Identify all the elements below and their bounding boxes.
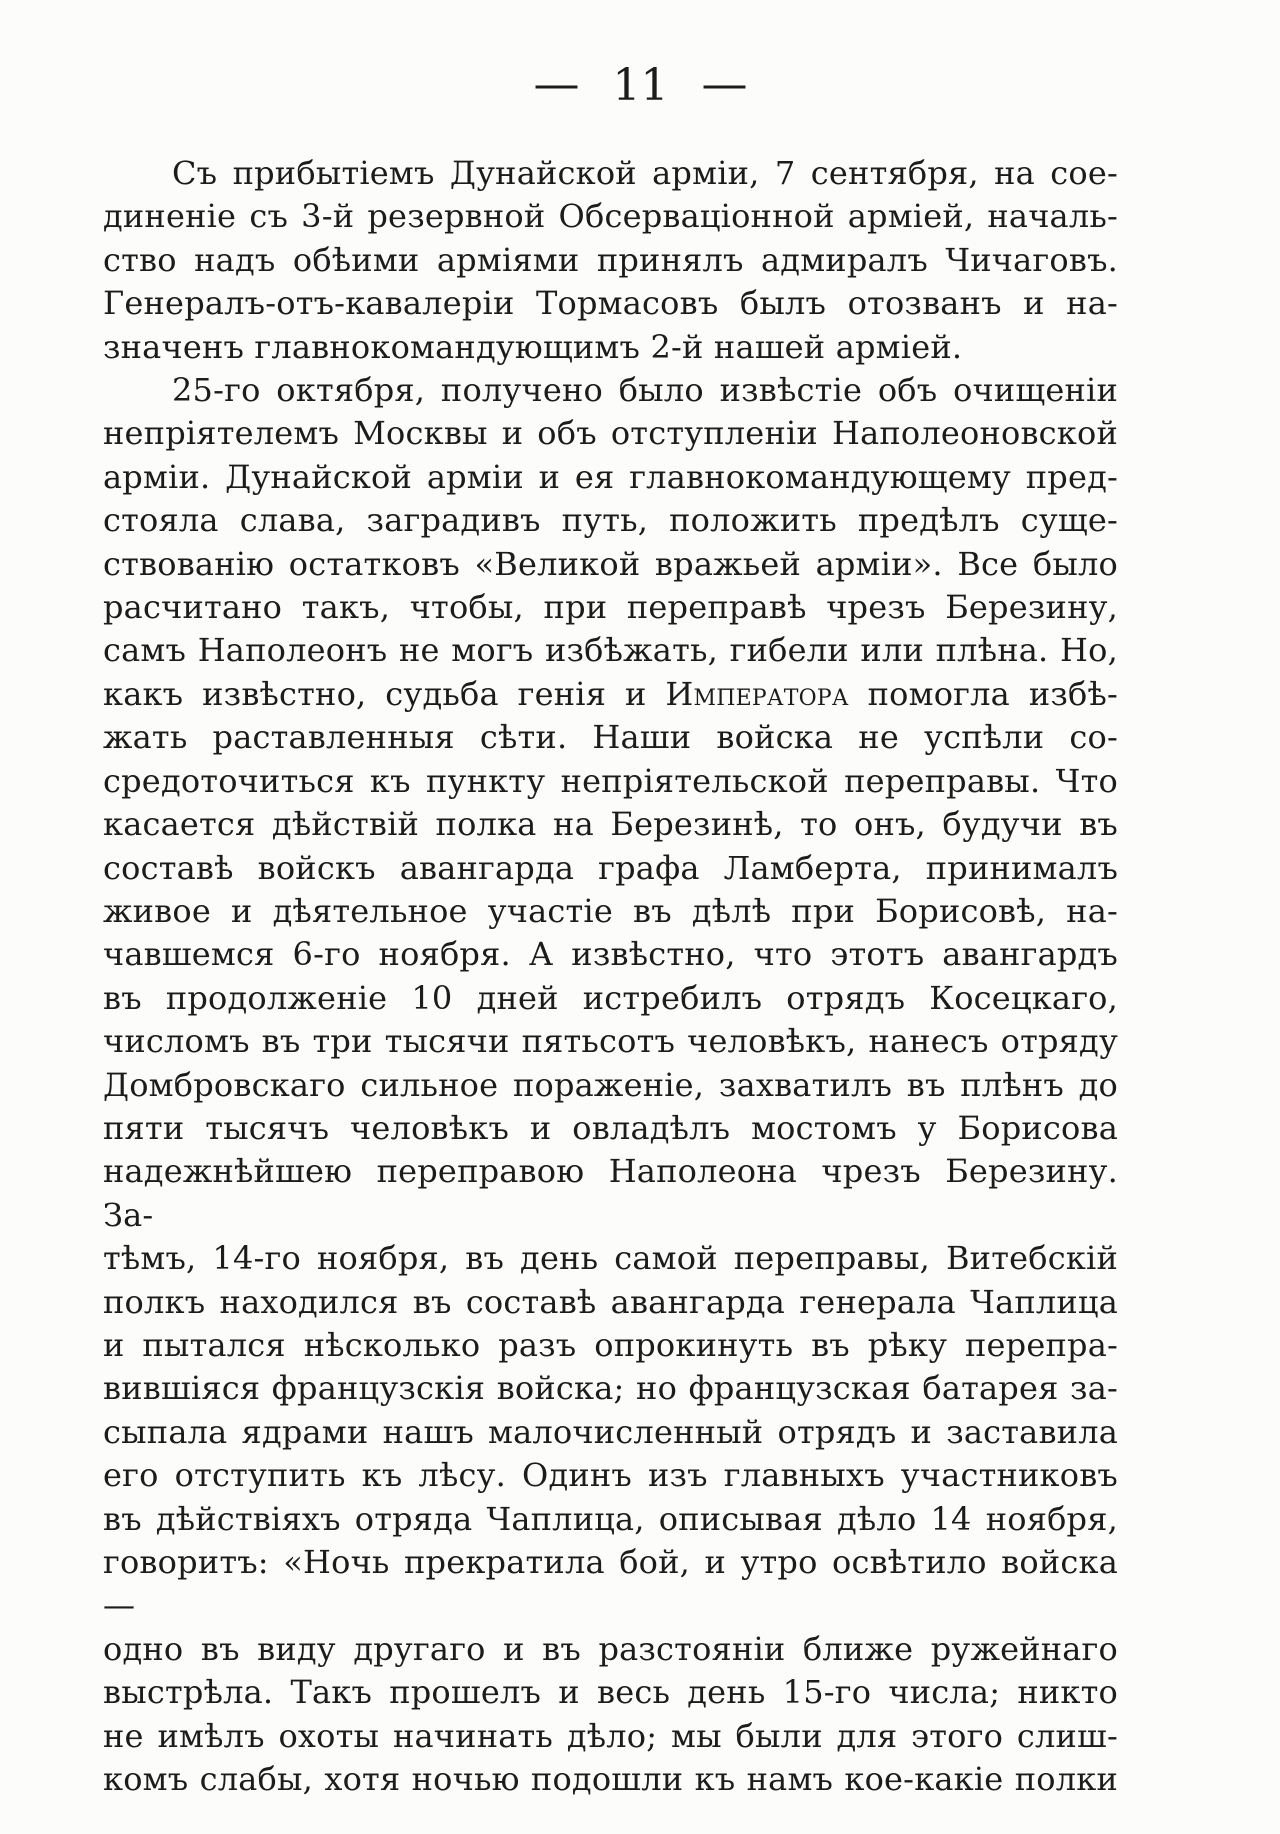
page-number-dash-right: — (701, 56, 748, 110)
text-line: въ дѣйствіяхъ отряда Чаплица, описывая дѣло 14 ноября, (103, 1499, 1118, 1538)
text-line: 25-го октября, получено было извѣстіе объ очищеніи (172, 371, 1118, 410)
text-line: значенъ главнокомандующимъ 2-й нашей арміей. (103, 327, 963, 366)
text-line: Съ прибытіемъ Дунайской арміи, 7 сентября, на сое- (172, 154, 1118, 192)
text-line: диненіе съ 3-й резервной Обсерваціонной арміей, началь- (103, 197, 1118, 236)
text-line: его отступить къ лѣсу. Одинъ изъ главныхъ участниковъ (103, 1456, 1118, 1495)
text-line: самъ Наполеонъ не могъ избѣжать, гибели или плѣна. Но, (103, 631, 1118, 670)
text-line: числомъ въ три тысячи пятьсотъ человѣкъ, нанесъ отряду (103, 1022, 1118, 1061)
text-line: и пытался нѣсколько разъ опрокинуть въ рѣку перепра- (103, 1325, 1118, 1364)
text-line: ствованію остатковъ «Великой вражьей арміи». Все было (103, 544, 1118, 583)
text-line: комъ слабы, хотя ночью подошли къ намъ кое-какіе полки (103, 1760, 1118, 1799)
text-line: выстрѣла. Такъ прошелъ и весь день 15-го числа; никто (103, 1673, 1118, 1712)
text-line: сыпала ядрами нашъ малочисленный отрядъ и заставила (103, 1412, 1118, 1451)
text-line: непріятелемъ Москвы и объ отступленіи Наполеоновской (103, 414, 1118, 453)
text-line: тѣмъ, 14-го ноября, въ день самой переправы, Витебскій (103, 1239, 1118, 1278)
page-text-block (103, 152, 1118, 1801)
text-line: полкъ находился въ составѣ авангарда генерала Чаплица (103, 1282, 1118, 1321)
text-line: расчитано такъ, чтобы, при переправѣ чрезъ Березину, (103, 588, 1118, 627)
text-line: арміи. Дунайской арміи и ея главнокомандующему пред- (103, 457, 1118, 496)
text-line: Генералъ-отъ-кавалеріи Тормасовъ былъ отозванъ и на- (103, 284, 1118, 323)
text-line: Домбровскаго сильное пораженіе, захватилъ въ плѣнъ до (103, 1065, 1118, 1104)
text-line: жать раставленныя сѣти. Наши войска не успѣли со- (103, 718, 1118, 757)
text-line: средоточиться къ пункту непріятельской переправы. Что (103, 761, 1118, 800)
line-text: какъ извѣстно, судьба генія и (103, 674, 666, 713)
text-line: чавшемся 6-го ноября. А извѣстно, что этотъ авангардъ (103, 935, 1118, 974)
text-line: говоритъ: «Ночь прекратила бой, и утро освѣтило войска— (103, 1543, 1118, 1625)
text-line: касается дѣйствій полка на Березинѣ, то онъ, будучи въ (103, 805, 1118, 844)
emperor-smallcaps-word: Императора (665, 674, 849, 713)
text-line: одно въ виду другаго и въ разстояніи ближе ружейнаго (103, 1629, 1118, 1668)
text-line: живое и дѣятельное участіе въ дѣлѣ при Борисовѣ, на- (103, 891, 1118, 930)
text-line: надежнѣйшею переправою Наполеона чрезъ Березину. За- (103, 1152, 1118, 1234)
text-line: составѣ войскъ авангарда графа Ламберта, принималъ (103, 848, 1118, 887)
text-line: вившіяся французскія войска; но французская батарея за- (103, 1369, 1118, 1408)
page-number (133, 0, 1148, 111)
page-number-dash-left: — (533, 56, 580, 110)
text-line: въ продолженіе 10 дней истребилъ отрядъ Косецкаго, (103, 978, 1118, 1017)
text-line (103, 673, 1118, 716)
text-line: не имѣлъ охоты начинать дѣло; мы были для этого слиш- (103, 1716, 1118, 1755)
text-line: ство надъ обѣими арміями принялъ адмиралъ Чичаговъ. (103, 240, 1118, 279)
text-line: пяти тысячъ человѣкъ и овладѣлъ мостомъ у Борисова (103, 1108, 1118, 1147)
page-number-value: 11 (612, 60, 669, 111)
text-line: стояла слава, заградивъ путь, положить предѣлъ суще- (103, 501, 1118, 540)
line-text: помогла избѣ- (848, 674, 1119, 713)
